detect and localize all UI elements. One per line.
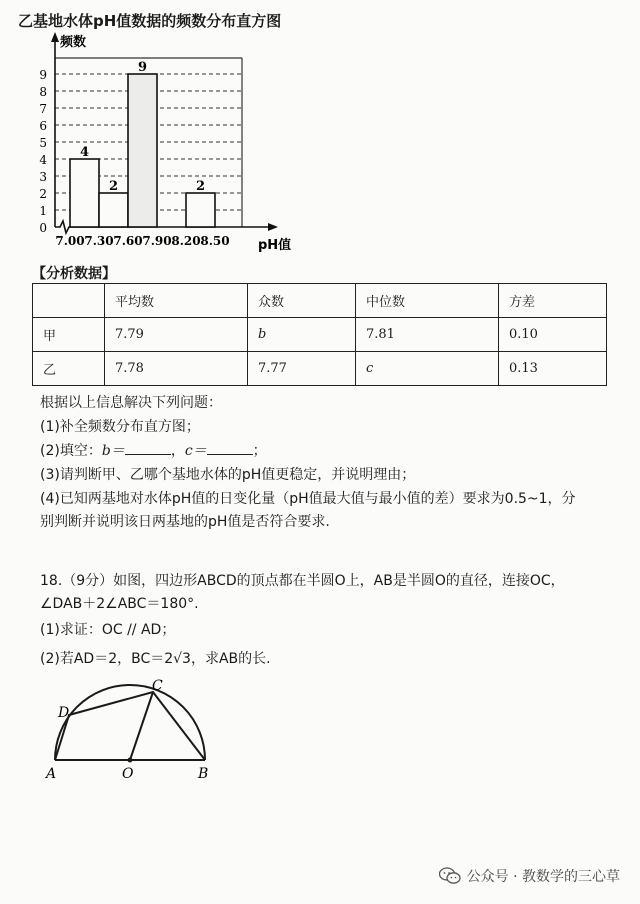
y-tick-label: 1 (39, 204, 47, 218)
header-cell (33, 284, 105, 318)
y-tick-label: 8 (39, 85, 47, 99)
y-axis-label: 频数 (60, 35, 87, 50)
table-header-row (33, 284, 607, 318)
question-2 (40, 440, 267, 460)
quadrilateral-abcd (55, 692, 205, 760)
mode-cell: b (248, 318, 356, 352)
y-tick-label: 6 (39, 119, 47, 133)
problem18-line1: 18.（9分）如图，四边形ABCD的顶点都在半圆O上，AB是半圆O的直径，连接OC， (40, 573, 565, 589)
bar-value-label: 2 (195, 179, 206, 194)
y-tick-label: 4 (39, 153, 47, 167)
histogram-bar (99, 193, 128, 227)
problem18-line2: ∠DAB＋2∠ABC＝180°. (40, 596, 199, 612)
y-tick-label: 5 (39, 136, 47, 150)
x-tick-label: 7.00 (55, 234, 85, 248)
x-tick-label: 7.90 (142, 234, 172, 248)
variance-cell: 0.13 (499, 352, 607, 386)
q2-end: ； (252, 443, 267, 459)
y-tick-label: 9 (39, 68, 47, 82)
semicircle-figure (0, 660, 260, 790)
analysis-title: 【分析数据】 (32, 266, 116, 282)
header-cell: 方差 (499, 284, 607, 318)
label-o: O (122, 766, 134, 782)
label-b: B (198, 766, 209, 782)
histogram-bar (186, 193, 215, 227)
median-cell: 7.81 (356, 318, 499, 352)
histogram-bar (70, 159, 99, 227)
x-axis-label: pH值 (258, 238, 292, 253)
y-tick-label: 0 (39, 221, 47, 235)
wechat-icon (439, 867, 461, 885)
row-name: 甲 (33, 318, 105, 352)
y-tick-label: 2 (39, 187, 47, 201)
q2-b-label: b＝ (101, 443, 125, 459)
segment-oc (130, 692, 153, 760)
bar-value-label: 2 (108, 179, 119, 194)
x-tick-label: 8.50 (200, 234, 230, 248)
question-3: (3)请判断甲、乙哪个基地水体的pH值更稳定，并说明理由； (40, 467, 416, 483)
header-cell: 众数 (248, 284, 356, 318)
header-cell: 平均数 (105, 284, 248, 318)
bar-value-label: 9 (137, 60, 148, 75)
variance-cell: 0.10 (499, 318, 607, 352)
label-c: C (152, 678, 163, 694)
histogram-chart (0, 28, 320, 258)
histogram-bar (128, 74, 157, 227)
question-4-line1: (4)已知两基地对水体pH值的日变化量（pH值最大值与最小值的差）要求为0.5~1，分 (40, 491, 576, 507)
x-tick-label: 8.20 (171, 234, 201, 248)
answer-blank-c[interactable] (207, 440, 253, 455)
watermark (439, 866, 620, 886)
q2-c-label: c＝ (184, 443, 207, 459)
label-d: D (58, 705, 70, 721)
y-tick-label: 7 (39, 102, 47, 116)
chart-title: 乙基地水体pH值数据的频数分布直方图 (18, 12, 282, 30)
x-tick-label: 7.60 (113, 234, 143, 248)
problem18-part1: (1)求证：OC // AD； (40, 622, 176, 638)
analysis-table (32, 283, 607, 386)
answer-blank-b[interactable] (125, 440, 171, 455)
row-name: 乙 (33, 352, 105, 386)
watermark-text: 公众号 · 教数学的三心草 (466, 869, 620, 885)
x-tick-label: 7.30 (84, 234, 114, 248)
y-tick-label: 3 (39, 170, 47, 184)
mode-cell: 7.77 (248, 352, 356, 386)
question-1: (1)补全频数分布直方图； (40, 419, 200, 435)
q2-prefix: (2)填空： (40, 443, 102, 459)
center-point-o (128, 758, 133, 763)
problem18-part2: (2)若AD＝2，BC＝2√3，求AB的长. (40, 651, 271, 667)
question-4-line2: 别判断并说明该日两基地的pH值是否符合要求. (40, 514, 330, 530)
bar-value-label: 4 (79, 145, 90, 160)
questions-intro: 根据以上信息解决下列问题： (40, 395, 222, 411)
table-row (33, 352, 607, 386)
mean-cell: 7.79 (105, 318, 248, 352)
x-axis-arrow (268, 223, 278, 231)
chart-bars (70, 74, 215, 227)
median-cell: c (356, 352, 499, 386)
semicircle-arc (55, 685, 205, 760)
q2-sep: ， (170, 443, 185, 459)
y-axis-arrow (51, 32, 59, 42)
header-cell: 中位数 (356, 284, 499, 318)
table-row (33, 318, 607, 352)
label-a: A (46, 766, 57, 782)
mean-cell: 7.78 (105, 352, 248, 386)
